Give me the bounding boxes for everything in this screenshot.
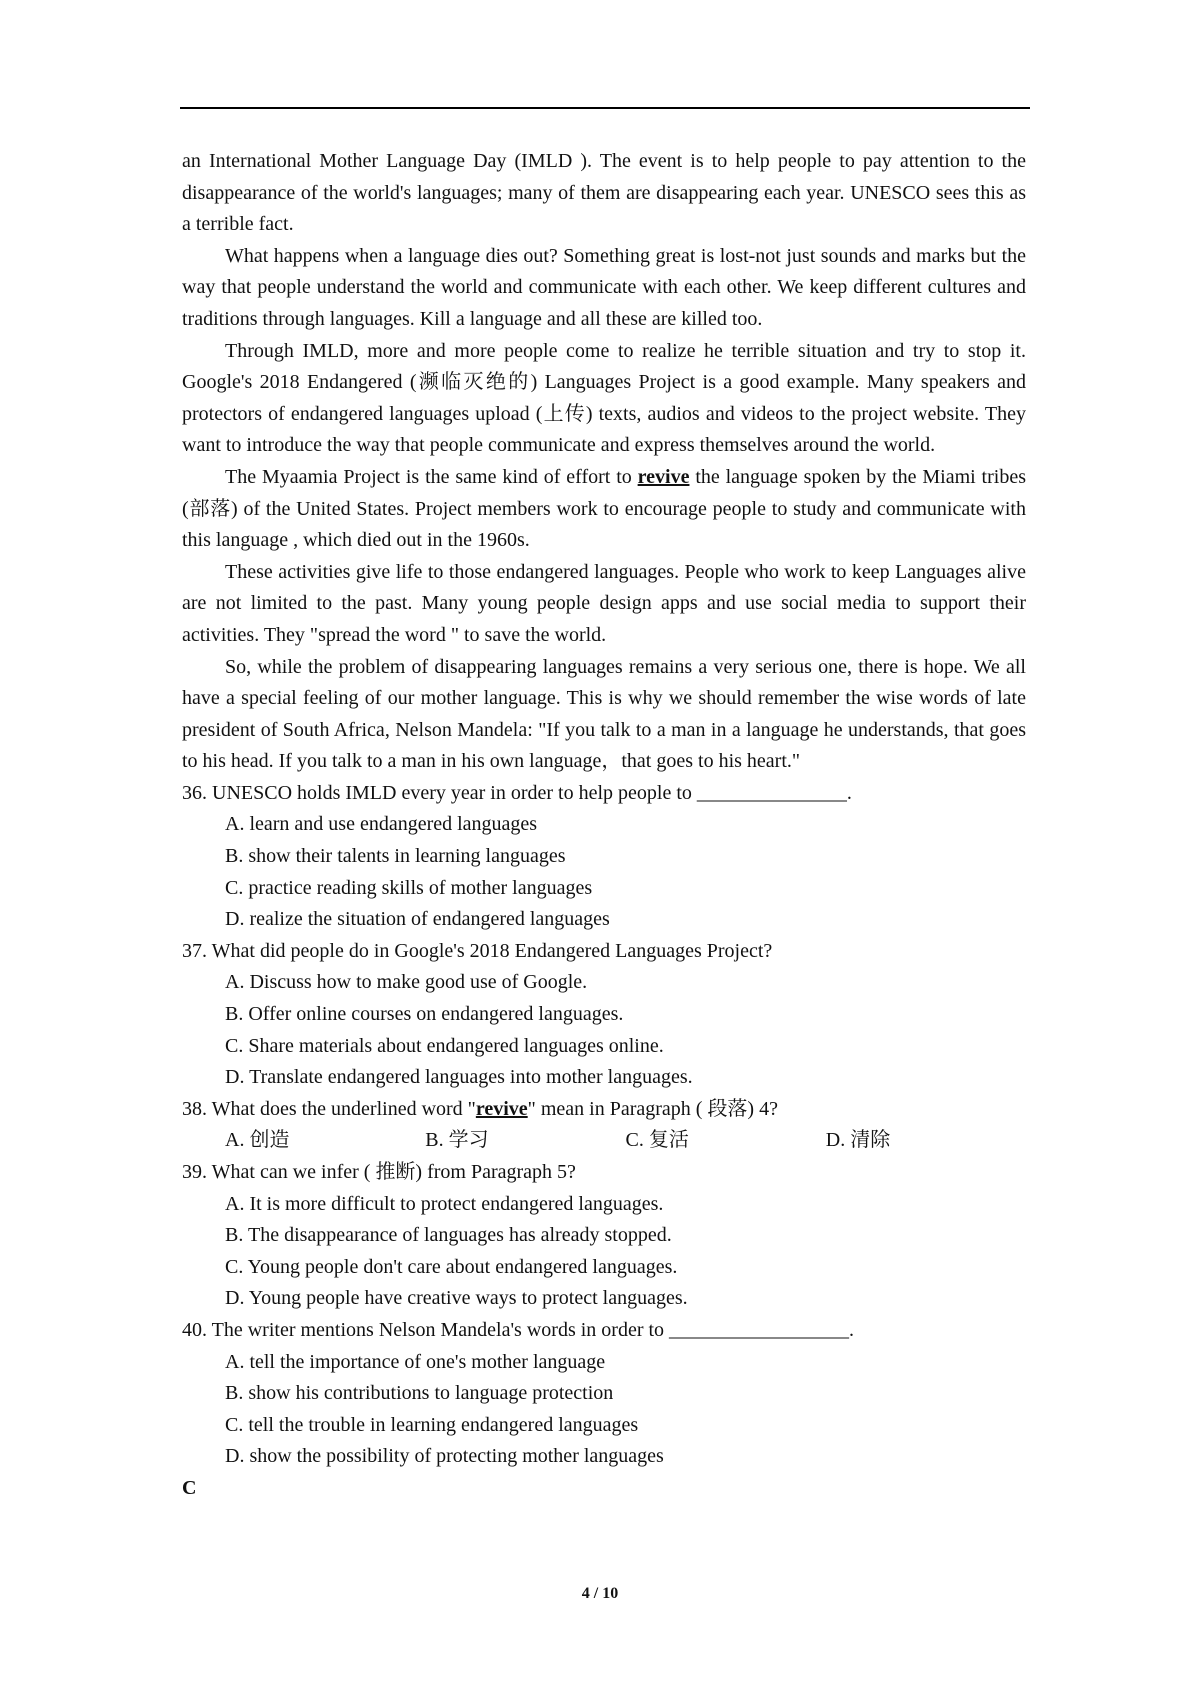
option-b: B. The disappearance of languages has already stopped. [225, 1224, 672, 1247]
option-c: C. 复活 [625, 1129, 689, 1152]
underlined-word-revive: revive [637, 465, 690, 488]
option-c: C. tell the trouble in learning endangered languages [225, 1413, 639, 1436]
question-38 [182, 1094, 1026, 1157]
option-c: C. Young people don't care about endangered languages. [225, 1255, 678, 1278]
option-a: A. tell the importance of one's mother language [225, 1350, 606, 1373]
question-stem [182, 1094, 1026, 1126]
option-a: A. It is more difficult to protect endangered languages. [225, 1192, 664, 1215]
question-40 [182, 1315, 1026, 1473]
question-36 [182, 778, 1026, 936]
paragraph-4-end: the language spoken by the Miami tribes (部落) of the United States. Project members work to encourage people to study and communicate with this language , which died out in the 1960s. [182, 465, 1026, 552]
section-heading: C [182, 1476, 197, 1499]
option-d: D. realize the situation of endangered languages [225, 908, 610, 931]
option-b: B. show his contributions to language protection [225, 1382, 614, 1405]
paragraph-2: What happens when a language dies out? Something great is lost-not just sounds and marks but the way that people understand the world and communicate with each other. We keep different cultures and traditions through languages. Kill a language and all these are killed too. [182, 244, 1026, 330]
option-b: B. 学习 [425, 1129, 489, 1152]
paragraph-6: So, while the problem of disappearing languages remains a very serious one, there is hope. We all have a special feeling of our mother language. This is why we should remember the wise words of late president of South Africa, Nelson Mandela: "If you talk to a man in a language he understands, that goes to his head. If you talk to a man in his own language，that goes to his heart." [182, 655, 1026, 773]
paragraph-5: These activities give life to those endangered languages. People who work to keep Languages alive are not limited to the past. Many young people design apps and use social media to support their activities. They "spread the word " to save the world. [182, 560, 1026, 646]
question-37 [182, 936, 1026, 1094]
page-content [182, 146, 1026, 1505]
options-row [182, 1125, 1026, 1157]
option-d: D. Young people have creative ways to protect languages. [225, 1287, 688, 1310]
question-stem-end: " mean in Paragraph ( 段落) 4? [527, 1097, 778, 1120]
question-stem: 37. What did people do in Google's 2018 Endangered Languages Project? [182, 939, 773, 962]
question-stem-start: 38. What does the underlined word " [182, 1097, 476, 1120]
option-b: B. Offer online courses on endangered languages. [225, 1003, 624, 1026]
option-d: D. show the possibility of protecting mother languages [225, 1445, 664, 1468]
paragraph-3: Through IMLD, more and more people come to realize he terrible situation and try to stop it. Google's 2018 Endangered (濒临灭绝的) Languages Project is a good example. Many speakers and protectors of endangered languages upload (上传) texts, audios and videos to the project website. They want to introduce the way that people communicate and express themselves around the world. [182, 339, 1026, 457]
option-c: C. practice reading skills of mother languages [225, 876, 593, 899]
option-a: A. 创造 [225, 1129, 290, 1152]
option-c: C. Share materials about endangered languages online. [225, 1034, 664, 1057]
option-a: A. learn and use endangered languages [225, 813, 538, 836]
question-stem: 39. What can we infer ( 推断) from Paragraph 5? [182, 1161, 576, 1183]
underlined-word-revive: revive [475, 1097, 528, 1120]
paragraph-1: an International Mother Language Day (IMLD ). The event is to help people to pay attention to the disappearance of the world's languages; many of them are disappearing each year. UNESCO sees this as a terrible fact. [182, 150, 1026, 236]
paragraph-4 [182, 462, 1026, 557]
option-d: D. Translate endangered languages into mother languages. [225, 1066, 693, 1089]
question-stem: 36. UNESCO holds IMLD every year in order to help people to _______________. [182, 781, 852, 804]
paragraph-4-start: The Myaamia Project is the same kind of effort to [225, 465, 638, 488]
question-39 [182, 1157, 1026, 1315]
option-d: D. 清除 [825, 1129, 891, 1152]
page-number: 4 / 10 [581, 1585, 619, 1602]
option-b: B. show their talents in learning languages [225, 845, 566, 868]
question-stem: 40. The writer mentions Nelson Mandela's words in order to __________________. [182, 1318, 855, 1341]
header-rule [180, 107, 1030, 109]
option-a: A. Discuss how to make good use of Google. [225, 971, 588, 994]
